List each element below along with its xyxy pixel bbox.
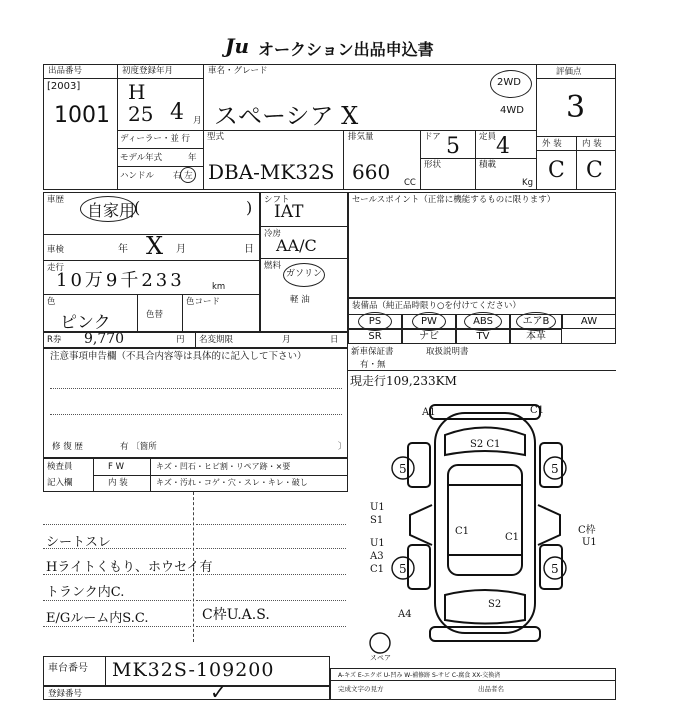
equip-leather: 本革 — [510, 329, 562, 344]
load-label: 積載 — [479, 160, 497, 170]
ju-logo: Ju — [225, 34, 250, 58]
car-type: DBA-MK32S — [208, 160, 335, 184]
model-year-unit: 年 — [188, 153, 197, 163]
fuel-value: ガソリン — [286, 269, 323, 279]
svg-text:A1: A1 — [422, 407, 436, 418]
inspection-x: X — [146, 232, 164, 260]
warranty-value: 有・無 — [360, 360, 386, 370]
mileage-unit: km — [212, 282, 226, 292]
legend-text: A-キズ E-エクボ U-凹み W-補修跡 S-サビ C-腐食 XX-交換済 — [338, 672, 501, 679]
first-reg-year: 25 — [128, 102, 154, 126]
disp-unit: CC — [404, 178, 416, 188]
svg-text:C枠: C枠 — [578, 525, 596, 536]
chassis-number: MK32S-109200 — [112, 659, 275, 681]
car-name-label: 車名・グレード — [208, 66, 268, 76]
int-label: 内 装 — [582, 139, 602, 149]
first-reg-era: H — [128, 80, 146, 104]
auction-sheet: Ju オークション出品申込書 出品番号 [2003] 1001 初度登録年月 H 25 4 月 ディーラー・並 行 モデル年式 年 ハンドル 右 左 車名・グレード スペーシア X 2WD 4WD 型式 DBA-MK32S 排気量 660 CC ドア 5 定員 4 形状 積載 Kg 評価点 3 外 装 内 装 C C 車歴 自家用 ( ) 車検 年 X 月 日 走行 10万9千233 km 色 ピンク 色替 色コード シフト IAT 冷房 AA/C 燃料 ガソリン 軽 油 セールスポイント（正常に機能するものに限ります） 装備品（純正品時限り○を付けてください） PS PW ABS エアB AW SR ナビ TV 本革 新車保証書 有・無 取扱説明書 現走行109,233KM R券 9,770 円 名変期限 月 日 注意事項申告欄（不具合内容等は具体的に記入して下さい） 修 復 歴 有 〔箇所 〕 検査員 記入欄 F W 内 装 キズ・凹石・ヒビ割・リペア跡・×要 キズ・汚れ・コゲ・穴・スレ・キレ・破し シートスレ Hライトくもり、ホウセイ有 トランク内C. E/Gルーム内S.C. C枠U.A.S. 5 5 5 5 A1 S2 C1 U1 S1 U1 A3 C1 C1 A4 S2 C1 C枠 U1 C1 スペア 車台番号 MK32S-109200 登録番号 ✓ A-キズ E-エクボ U-凹み W-補修跡 S-サビ C-腐食 XX-交換済 完成文字の見方 出品者名 — [0, 0, 700, 700]
fuel-label: 燃料 — [264, 261, 282, 271]
load-unit: Kg — [522, 178, 533, 188]
sheet-title: オークション出品申込書 — [258, 40, 434, 59]
color-change-label: 色替 — [146, 310, 164, 320]
mileage-label: 走行 — [47, 263, 65, 273]
history-label: 車歴 — [47, 195, 65, 205]
type-label: 型式 — [207, 132, 225, 142]
equip-sr: SR — [348, 329, 402, 344]
svg-text:C1: C1 — [530, 405, 545, 416]
inspector-label: 検査員 — [47, 462, 73, 472]
first-reg-label: 初度登録年月 — [122, 66, 174, 76]
meigi-label: 名変期限 — [199, 335, 234, 345]
interior-items: キズ・汚れ・コゲ・穴・スレ・キレ・破し — [156, 478, 308, 487]
svg-text:C1: C1 — [370, 564, 385, 575]
chassis-label: 車台番号 — [48, 663, 88, 674]
manual-label: 取扱説明書 — [426, 347, 469, 357]
score-label: 評価点 — [556, 67, 582, 77]
recycle-label: R券 — [47, 335, 62, 345]
sales-point-label: セールスポイント（正常に機能するものに限ります） — [352, 195, 556, 205]
shift-value: IAT — [274, 202, 304, 222]
model-year-label: モデル年式 — [120, 153, 163, 163]
sales-point-block — [348, 192, 616, 298]
repair-value: 有 〔箇所 — [120, 442, 157, 452]
dealer-label: ディーラー・並 行 — [120, 134, 191, 144]
note-right: C枠U.A.S. — [202, 607, 270, 623]
month-unit: 月 — [193, 116, 202, 126]
svg-text:C1: C1 — [505, 532, 520, 543]
note-3: トランク内C. — [46, 585, 125, 600]
remarks-block — [43, 348, 348, 458]
ext-label: 外 装 — [542, 139, 562, 149]
handle-label: ハンドル — [120, 171, 155, 181]
first-reg-month: 4 — [170, 100, 184, 125]
seat-label: 定員 — [479, 132, 497, 142]
tire-rl: 5 — [399, 562, 407, 576]
shift-label: シフト — [264, 195, 290, 205]
damage-diagram — [360, 395, 610, 665]
svg-text:U1: U1 — [370, 538, 385, 549]
ext-score: C — [548, 158, 565, 183]
svg-text:A3: A3 — [370, 551, 384, 562]
note-1: シートスレ — [46, 535, 111, 550]
disp-label: 排気量 — [348, 132, 374, 142]
int-score: C — [586, 158, 603, 183]
svg-text:S1: S1 — [370, 515, 384, 526]
shape-label: 形状 — [424, 160, 442, 170]
svg-text:C1: C1 — [455, 526, 470, 537]
color-label: 色 — [47, 297, 56, 307]
mileage-value: 10万9千233 — [56, 270, 185, 291]
seats: 4 — [496, 134, 510, 159]
warranty-label: 新車保証書 — [351, 347, 394, 357]
lot-code: [2003] — [47, 81, 81, 92]
lot-number: 1001 — [54, 103, 110, 128]
handle-circle — [180, 167, 196, 183]
doors: 5 — [446, 134, 460, 159]
equip-airbag: エアB — [510, 314, 562, 329]
equip-aw: AW — [562, 314, 616, 329]
ac-label: 冷房 — [264, 229, 282, 239]
handle-value: 右 左 — [173, 171, 193, 181]
fw-items: キズ・凹石・ヒビ割・リペア跡・×要 — [156, 462, 291, 471]
color-code-label: 色コード — [186, 297, 221, 307]
odometer-note: 現走行109,233KM — [350, 374, 457, 388]
displacement: 660 — [352, 160, 391, 184]
equip-pw: PW — [402, 314, 456, 329]
note-2: Hライトくもり、ホウセイ有 — [46, 560, 213, 575]
check-mark: ✓ — [210, 680, 227, 704]
inspector-label-2: 記入欄 — [47, 478, 73, 488]
equip-ps: PS — [348, 314, 402, 329]
fuel-alt: 軽 油 — [290, 295, 310, 305]
svg-text:U1: U1 — [370, 502, 385, 513]
history-value: 自家用 — [87, 201, 136, 220]
drive-4wd: 4WD — [500, 105, 524, 116]
equipment-label: 装備品（純正品時限り○を付けてください） — [352, 301, 521, 311]
color-value: ピンク — [60, 313, 111, 333]
lot-label: 出品番号 — [48, 66, 83, 76]
svg-text:S2: S2 — [488, 599, 502, 610]
inspection-label: 車検 — [47, 245, 65, 255]
equip-abs: ABS — [456, 314, 510, 329]
ac-value: AA/C — [276, 236, 317, 255]
door-label: ドア — [424, 132, 441, 142]
note-4: E/Gルーム内S.C. — [46, 611, 149, 626]
tire-rr: 5 — [551, 562, 559, 576]
repair-label: 修 復 歴 — [52, 442, 83, 452]
car-name: スペーシア X — [214, 102, 359, 130]
svg-text:A4: A4 — [398, 609, 412, 620]
recycle-value: 9,770 — [84, 331, 125, 347]
spare-label: スペア — [370, 654, 391, 662]
score-value: 3 — [566, 90, 586, 125]
drive-2wd: 2WD — [497, 77, 521, 88]
tire-fl: 5 — [399, 462, 407, 476]
equip-navi: ナビ — [402, 329, 456, 344]
remarks-label: 注意事項申告欄（不具合内容等は具体的に記入して下さい） — [50, 351, 307, 362]
equip-tv: TV — [456, 329, 510, 344]
registration-label: 登録番号 — [48, 689, 83, 699]
tire-fr: 5 — [551, 462, 559, 476]
svg-text:U1: U1 — [582, 537, 597, 548]
svg-text:S2 C1: S2 C1 — [470, 439, 501, 450]
